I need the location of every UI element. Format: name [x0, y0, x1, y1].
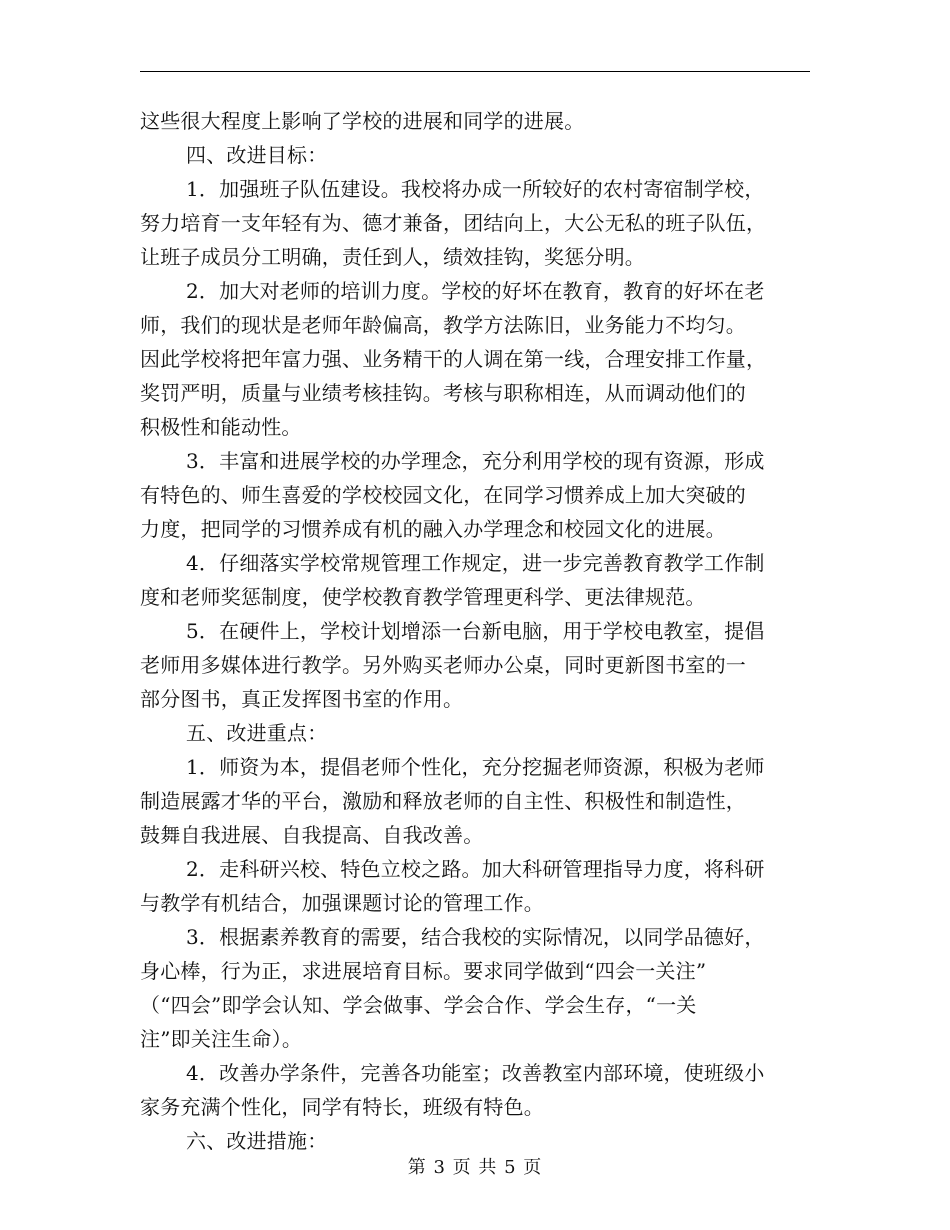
text-line: 4．仔细落实学校常规管理工作规定，进一步完善教育教学工作制 [186, 551, 765, 575]
text-line: 奖罚严明，质量与业绩考核挂钩。考核与职称相连，从而调动他们的 [140, 381, 746, 405]
text-line: 让班子成员分工明确，责任到人，绩效挂钩，奖惩分明。 [140, 245, 645, 269]
text-line: 家务充满个性化，同学有特长，班级有特色。 [140, 1095, 544, 1119]
text-line: 身心棒，行为正，求进展培育目标。要求同学做到“四会一关注” [140, 959, 707, 983]
page-number-label: 第 3 页 共 5 页 [407, 1157, 543, 1178]
text-line: 五、改进重点： [186, 721, 328, 745]
text-line: 有特色的、师生喜爱的学校校园文化，在同学习惯养成上加大突破的 [140, 483, 746, 507]
text-line: 六、改进措施： [186, 1129, 328, 1153]
text-line: 老师用多媒体进行教学。另外购买老师办公桌，同时更新图书室的一 [140, 653, 746, 677]
page-footer [0, 1153, 950, 1179]
text-line: 部分图书，真正发挥图书室的作用。 [140, 687, 464, 711]
text-line: 鼓舞自我进展、自我提高、自我改善。 [140, 823, 484, 847]
text-line: 师，我们的现状是老师年龄偏高，教学方法陈旧，业务能力不均匀。 [140, 313, 746, 337]
text-line: 注”即关注生命）。 [140, 1027, 303, 1051]
text-line: 努力培育一支年轻有为、德才兼备，团结向上，大公无私的班子队伍， [140, 211, 767, 235]
text-line: 2．加大对老师的培训力度。学校的好坏在教育，教育的好坏在老 [186, 279, 765, 303]
text-line: 这些很大程度上影响了学校的进展和同学的进展。 [140, 109, 585, 133]
text-line: 4．改善办学条件，完善各功能室；改善教室内部环境，使班级小 [186, 1061, 765, 1085]
text-line: 5．在硬件上，学校计划增添一台新电脑，用于学校电教室，提倡 [186, 619, 765, 643]
text-line: 因此学校将把年富力强、业务精干的人调在第一线，合理安排工作量， [140, 347, 767, 371]
document-body [140, 104, 812, 1158]
text-line: （“四会”即学会认知、学会做事、学会合作、学会生存，“一关 [140, 993, 697, 1017]
text-line: 度和老师奖惩制度，使学校教育教学管理更科学、更法律规范。 [140, 585, 706, 609]
text-line: 制造展露才华的平台，激励和释放老师的自主性、积极性和制造性， [140, 789, 746, 813]
text-line: 力度，把同学的习惯养成有机的融入办学理念和校园文化的进展。 [140, 517, 726, 541]
text-line: 积极性和能动性。 [140, 415, 302, 439]
text-line: 1．师资为本，提倡老师个性化，充分挖掘老师资源，积极为老师 [186, 755, 765, 779]
header-rule [140, 71, 810, 72]
text-line: 四、改进目标： [186, 143, 328, 167]
text-line: 1．加强班子队伍建设。我校将办成一所较好的农村寄宿制学校， [186, 177, 765, 201]
text-line: 3．根据素养教育的需要，结合我校的实际情况，以同学品德好， [186, 925, 765, 949]
text-line: 2．走科研兴校、特色立校之路。加大科研管理指导力度，将科研 [186, 857, 765, 881]
text-line: 与教学有机结合，加强课题讨论的管理工作。 [140, 891, 544, 915]
text-line: 3．丰富和进展学校的办学理念，充分利用学校的现有资源，形成 [186, 449, 765, 473]
